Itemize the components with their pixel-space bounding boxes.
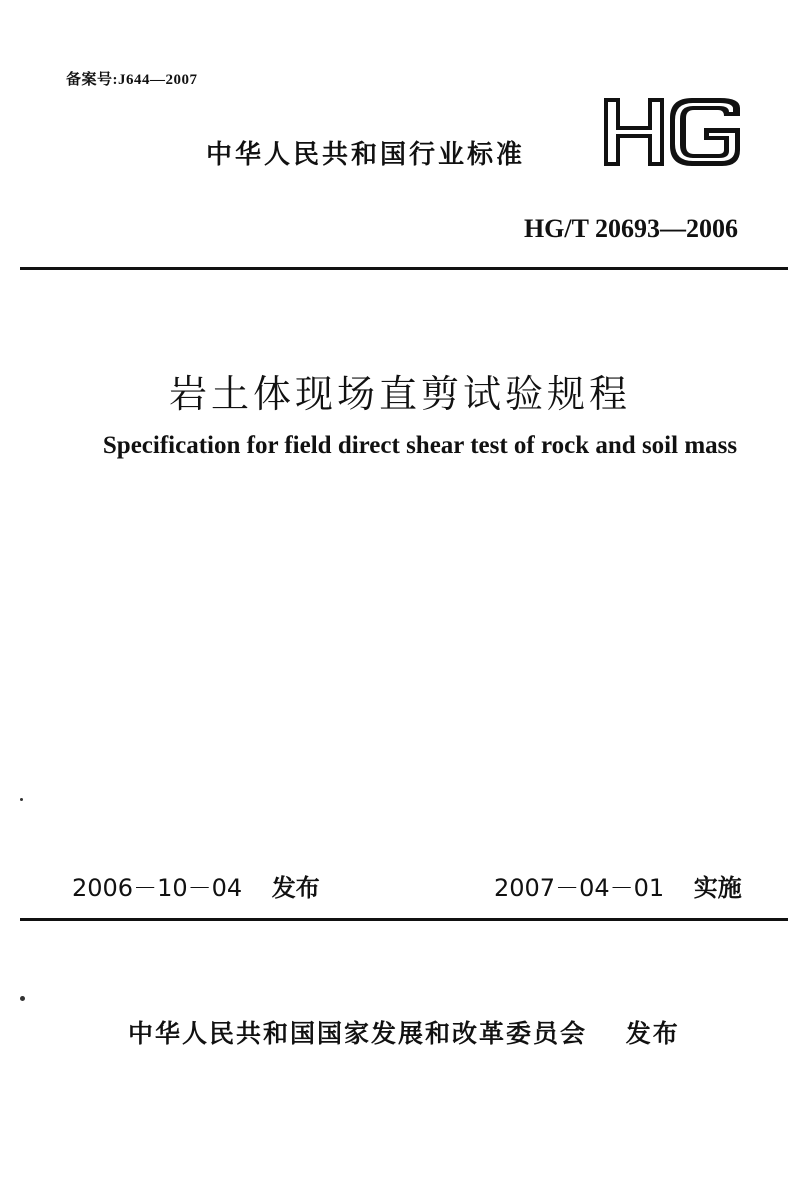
issuer-label: 发布 [625, 1019, 680, 1048]
publication-label: 发布 [271, 874, 320, 902]
implementation-date-line [494, 868, 742, 903]
standard-type: 中华人民共和国行业标准 [206, 140, 526, 170]
publication-date-line [72, 868, 320, 903]
implementation-label: 实施 [693, 874, 742, 902]
publication-date: 2006－10－04 [72, 874, 243, 902]
title-english: Specification for field direct shear test of rock and soil mass [102, 432, 738, 459]
record-number: 备案号:J644—2007 [66, 72, 198, 88]
top-divider [20, 267, 788, 270]
hg-logo [600, 94, 746, 170]
title-chinese: 岩土体现场直剪试验规程 [168, 372, 631, 416]
scan-speck [20, 996, 25, 1001]
scan-speck [20, 798, 23, 801]
implementation-date: 2007－04－01 [494, 874, 665, 902]
issuer-name: 中华人民共和国国家发展和改革委员会 [128, 1019, 588, 1048]
standard-code: HG/T 20693—2006 [523, 214, 738, 243]
issuer-line [128, 1014, 680, 1050]
bottom-divider [20, 918, 788, 921]
